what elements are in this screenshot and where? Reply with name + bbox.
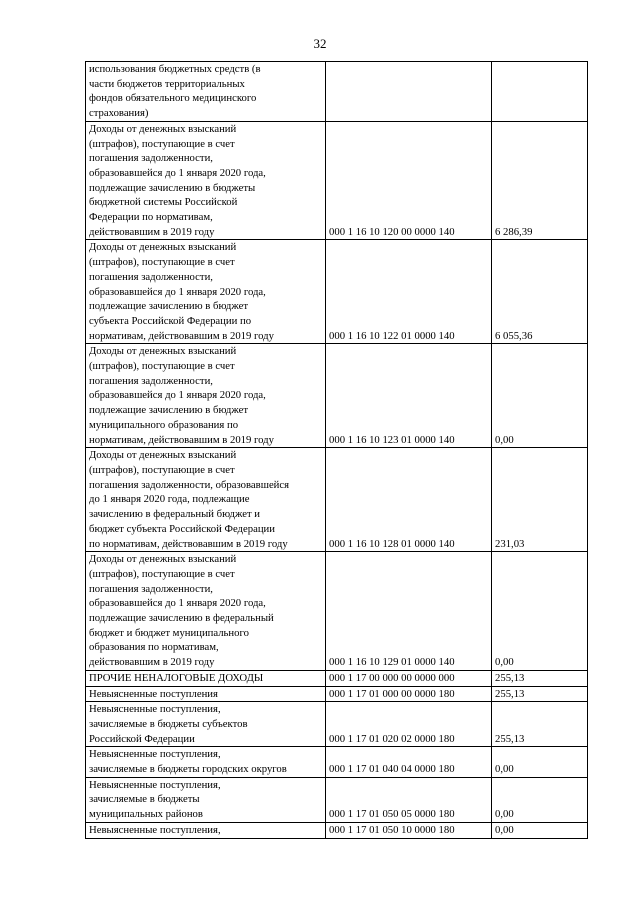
income-name-cell <box>86 747 326 777</box>
income-name-line: муниципальных районов <box>89 808 203 821</box>
table-row <box>86 777 588 822</box>
budget-code-cell: 000 1 17 01 050 05 0000 180 <box>326 777 492 822</box>
table-row <box>86 62 588 122</box>
income-name-line: (штрафов), поступающие в счет <box>89 137 235 150</box>
table-body <box>86 62 588 839</box>
budget-code-cell: 000 1 17 01 000 00 0000 180 <box>326 686 492 702</box>
budget-code-cell: 000 1 16 10 123 01 0000 140 <box>326 344 492 448</box>
income-name-cell <box>86 448 326 552</box>
income-name-line: страхования) <box>89 107 149 120</box>
income-name-line: нормативам, действовавшим в 2019 году <box>89 329 274 342</box>
table-row <box>86 702 588 747</box>
income-name-line: Доходы от денежных взысканий <box>89 553 237 566</box>
budget-code-cell: 000 1 16 10 129 01 0000 140 <box>326 552 492 671</box>
table-row <box>86 344 588 448</box>
income-name-line: Невыясненные поступления, <box>89 778 221 791</box>
income-name-line: Федерации по нормативам, <box>89 211 213 224</box>
amount-cell: 6 286,39 <box>492 121 588 240</box>
income-name-line: Российской Федерации <box>89 732 195 745</box>
amount-cell: 0,00 <box>492 822 588 838</box>
income-name-line: Доходы от денежных взысканий <box>89 241 237 254</box>
income-name-line: субъекта Российской Федерации по <box>89 314 252 327</box>
amount-cell: 255,13 <box>492 686 588 702</box>
income-name-line: подлежащие зачислению в бюджеты <box>89 181 256 194</box>
income-name-line: погашения задолженности, <box>89 270 213 283</box>
income-name-line: подлежащие зачислению в бюджет <box>89 404 249 417</box>
table-row <box>86 747 588 777</box>
table-row <box>86 670 588 686</box>
income-name-line: погашения задолженности, <box>89 582 213 595</box>
income-name-line: погашения задолженности, <box>89 152 213 165</box>
table-row <box>86 552 588 671</box>
income-name-line: по нормативам, действовавшим в 2019 году <box>89 537 288 550</box>
amount-cell: 231,03 <box>492 448 588 552</box>
income-name-line: ПРОЧИЕ НЕНАЛОГОВЫЕ ДОХОДЫ <box>89 671 264 684</box>
income-name-line: образовавшейся до 1 января 2020 года, <box>89 597 266 610</box>
budget-code-cell: 000 1 17 00 000 00 0000 000 <box>326 670 492 686</box>
table-row <box>86 240 588 344</box>
income-name-line: подлежащие зачислению в федеральный <box>89 612 274 625</box>
income-name-line: фондов обязательного медицинского <box>89 92 257 105</box>
income-name-line: муниципального образования по <box>89 418 239 431</box>
income-name-line: Доходы от денежных взысканий <box>89 122 237 135</box>
income-name-line: действовавшим в 2019 году <box>89 225 215 238</box>
amount-cell: 6 055,36 <box>492 240 588 344</box>
income-name-line: бюджет субъекта Российской Федерации <box>89 522 275 535</box>
amount-cell: 255,13 <box>492 702 588 747</box>
income-name-line: (штрафов), поступающие в счет <box>89 256 235 269</box>
income-name-line: зачисляемые в бюджеты <box>89 793 200 806</box>
income-name-line: использования бюджетных средств (в <box>89 63 261 75</box>
income-name-line: бюджетной системы Российской <box>89 196 238 209</box>
income-name-line: образовавшейся до 1 января 2020 года, <box>89 285 266 298</box>
income-name-cell <box>86 552 326 671</box>
amount-cell: 255,13 <box>492 670 588 686</box>
amount-cell: 0,00 <box>492 344 588 448</box>
income-name-cell <box>86 702 326 747</box>
budget-code-cell: 000 1 17 01 050 10 0000 180 <box>326 822 492 838</box>
income-name-line: зачисляемые в бюджеты субъектов <box>89 717 248 730</box>
income-name-line: бюджет и бюджет муниципального <box>89 626 249 639</box>
income-name-line: Невыясненные поступления, <box>89 703 221 716</box>
income-name-line: погашения задолженности, образовавшейся <box>89 478 290 491</box>
income-name-line: образовавшейся до 1 января 2020 года, <box>89 389 266 402</box>
budget-code-cell: 000 1 17 01 020 02 0000 180 <box>326 702 492 747</box>
income-name-cell <box>86 62 326 122</box>
income-name-line: нормативам, действовавшим в 2019 году <box>89 433 274 446</box>
income-name-line: образования по нормативам, <box>89 641 219 654</box>
revenue-table <box>85 61 588 839</box>
table-row <box>86 121 588 240</box>
income-name-cell <box>86 777 326 822</box>
income-name-cell <box>86 670 326 686</box>
income-name-line: (штрафов), поступающие в счет <box>89 360 235 373</box>
income-name-cell <box>86 344 326 448</box>
income-name-line: погашения задолженности, <box>89 374 213 387</box>
amount-cell <box>492 62 588 122</box>
income-name-line: образовавшейся до 1 января 2020 года, <box>89 166 266 179</box>
income-name-line: Невыясненные поступления, <box>89 748 221 761</box>
income-name-line: до 1 января 2020 года, подлежащие <box>89 493 250 506</box>
budget-code-cell: 000 1 17 01 040 04 0000 180 <box>326 747 492 777</box>
budget-code-cell: 000 1 16 10 122 01 0000 140 <box>326 240 492 344</box>
table-row <box>86 448 588 552</box>
income-name-line: (штрафов), поступающие в счет <box>89 463 235 476</box>
income-name-line: зачислению в федеральный бюджет и <box>89 508 261 521</box>
income-name-line: Доходы от денежных взысканий <box>89 345 237 358</box>
budget-code-cell: 000 1 16 10 120 00 0000 140 <box>326 121 492 240</box>
income-name-cell <box>86 686 326 702</box>
table-row <box>86 822 588 838</box>
income-name-cell <box>86 121 326 240</box>
budget-code-cell <box>326 62 492 122</box>
income-name-line: зачисляемые в бюджеты городских округов <box>89 763 287 776</box>
income-name-cell <box>86 240 326 344</box>
income-name-line: (штрафов), поступающие в счет <box>89 567 235 580</box>
income-name-line: действовавшим в 2019 году <box>89 656 215 669</box>
amount-cell: 0,00 <box>492 552 588 671</box>
income-name-line: части бюджетов территориальных <box>89 77 245 90</box>
income-name-line: подлежащие зачислению в бюджет <box>89 300 249 313</box>
income-name-line: Невыясненные поступления, <box>89 823 221 836</box>
amount-cell: 0,00 <box>492 777 588 822</box>
page-number: 32 <box>313 36 327 51</box>
income-name-cell <box>86 822 326 838</box>
amount-cell: 0,00 <box>492 747 588 777</box>
income-name-line: Невыясненные поступления <box>89 687 218 700</box>
budget-code-cell: 000 1 16 10 128 01 0000 140 <box>326 448 492 552</box>
table-row <box>86 686 588 702</box>
income-name-line: Доходы от денежных взысканий <box>89 449 237 462</box>
